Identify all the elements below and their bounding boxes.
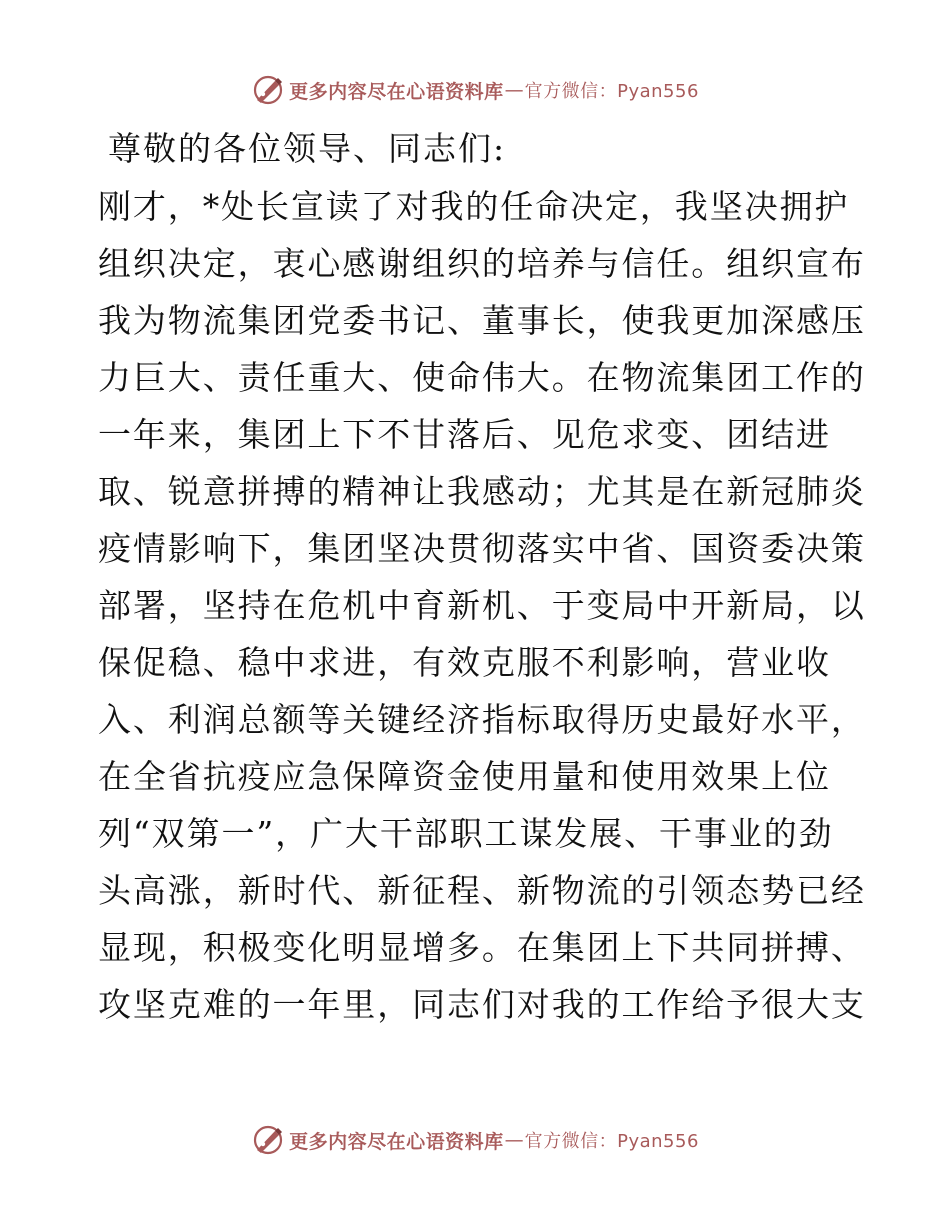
footer-banner xyxy=(0,1120,950,1160)
paragraph-line: 列“双第一”，广大干部职工谋发展、干事业的劲 xyxy=(98,814,834,853)
paragraph-line: 刚才，*处长宣读了对我的任命决定，我坚决拥护 xyxy=(98,187,850,226)
paragraph-line: 显现，积极变化明显增多。在集团上下共同拼搏、 xyxy=(98,928,866,967)
paragraph-line: 入、利润总额等关键经济指标取得历史最好水平， xyxy=(98,700,866,739)
footer-banner-main: 更多内容尽在心语资料库 xyxy=(289,1130,504,1153)
paragraph-line: 攻坚克难的一年里，同志们对我的工作给予很大支 xyxy=(98,985,866,1024)
header-banner-separator: — xyxy=(504,79,524,101)
paragraph-line: 取、锐意拼搏的精神让我感动；尤其是在新冠肺炎 xyxy=(98,472,866,511)
header-banner-main: 更多内容尽在心语资料库 xyxy=(289,80,504,103)
paragraph-line: 在全省抗疫应急保障资金使用量和使用效果上位 xyxy=(98,757,831,796)
footer-banner-separator: — xyxy=(504,1129,524,1151)
header-banner-wechat: 官方微信：Pyan556 xyxy=(524,81,699,102)
paragraph-line: 部署，坚持在危机中育新机、于变局中开新局，以 xyxy=(98,586,866,625)
paragraph-line: 我为物流集团党委书记、董事长，使我更加深感压 xyxy=(98,301,866,340)
greeting-line: 尊敬的各位领导、同志们: xyxy=(108,129,507,168)
paragraph-line: 组织决定，衷心感谢组织的培养与信任。组织宣布 xyxy=(98,244,866,283)
pen-logo-icon xyxy=(251,1123,285,1157)
footer-banner-wechat: 官方微信：Pyan556 xyxy=(524,1131,699,1152)
paragraph-line: 力巨大、责任重大、使命伟大。在物流集团工作的 xyxy=(98,358,866,397)
paragraph-line: 头高涨，新时代、新征程、新物流的引领态势已经 xyxy=(98,871,866,910)
paragraph-line: 一年来，集团上下不甘落后、见危求变、团结进 xyxy=(98,415,831,454)
paragraph-line: 疫情影响下，集团坚决贯彻落实中省、国资委决策 xyxy=(98,529,866,568)
paragraph-line: 保促稳、稳中求进，有效克服不利影响，营业收 xyxy=(98,643,831,682)
